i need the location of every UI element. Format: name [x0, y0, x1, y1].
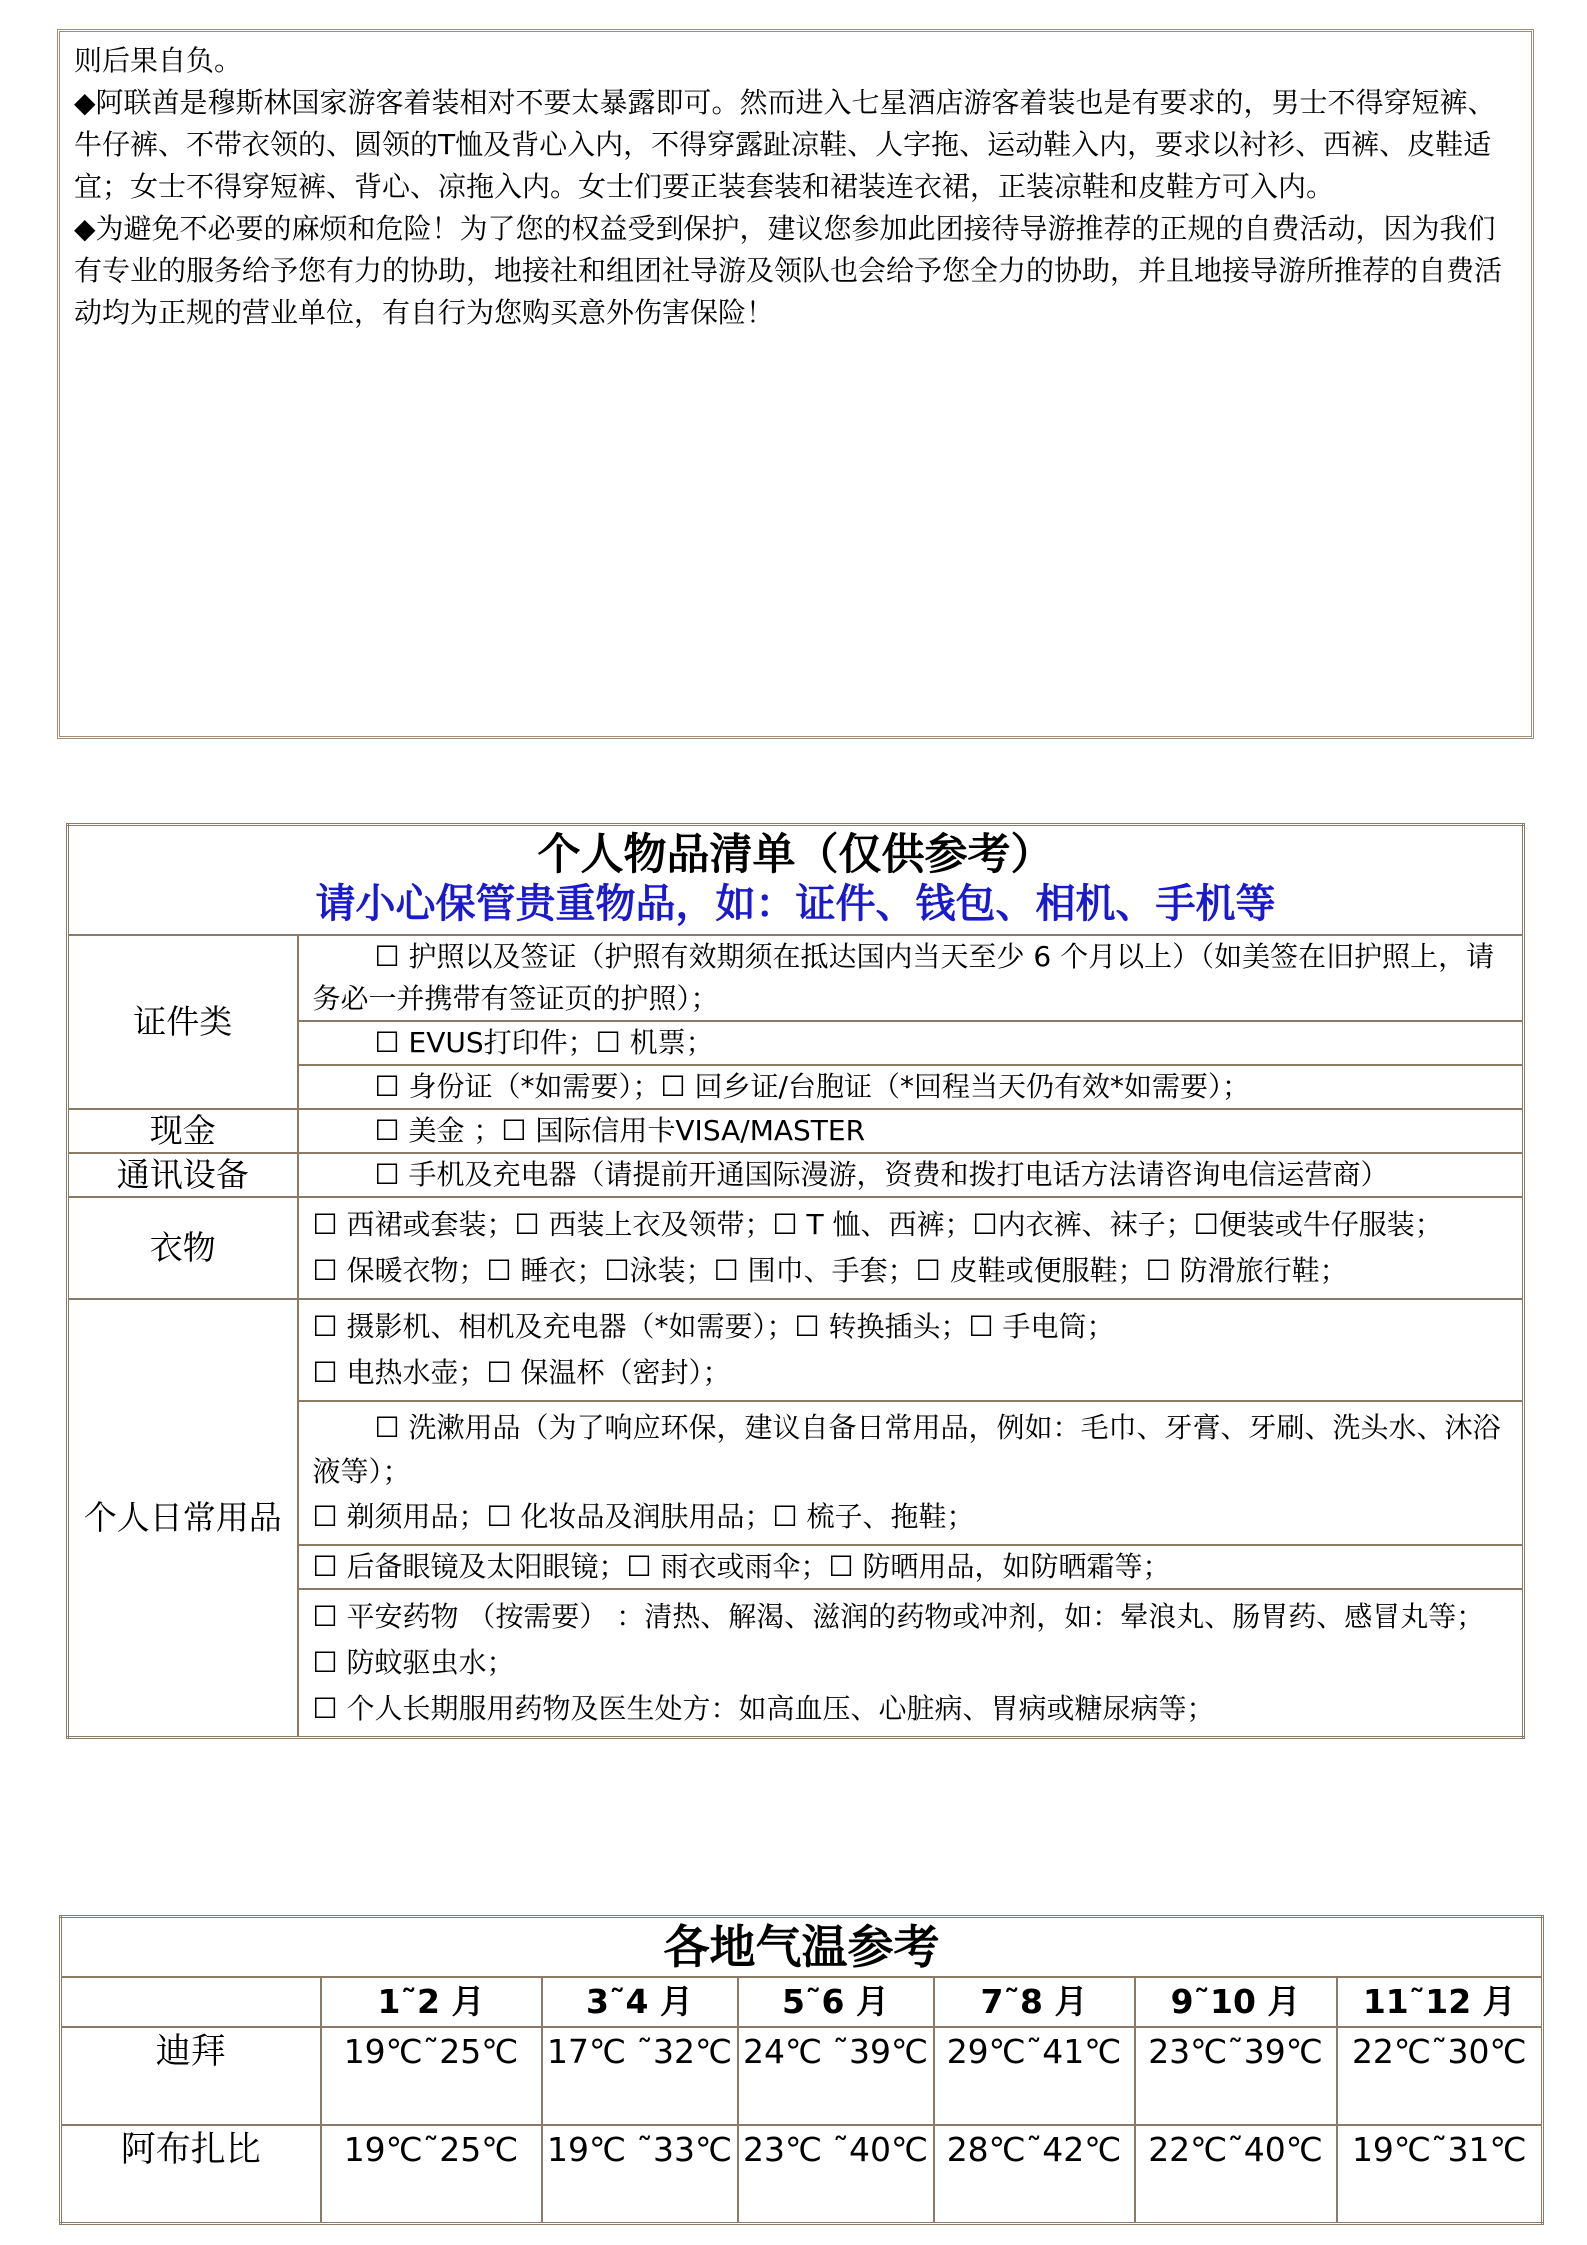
item-text: ☐ 摄影机、相机及充电器（*如需要）；☐ 转换插头；☐ 手电筒；: [312, 1310, 1115, 1343]
packing-title-cell: [68, 825, 1524, 936]
temperature-table: [59, 1915, 1544, 2225]
item-text: ☐ 手机及充电器（请提前开通国际漫游，资费和拨打电话方法请咨询电信运营商）: [374, 1158, 1389, 1191]
item-text: ☐ 西裙或套装；☐ 西装上衣及领带；☐ T 恤、西裤；☐内衣裤、袜子；☐便装或牛仔服装；: [312, 1208, 1443, 1241]
item-text: ☐ 后备眼镜及太阳眼镜；☐ 雨衣或雨伞；☐ 防晒用品，如防晒霜等；: [312, 1550, 1171, 1583]
notes-paragraph-1: 则后果自负。: [74, 44, 243, 77]
month-header: 11˜12 月: [1337, 1977, 1543, 2027]
category-clothing: 衣物: [68, 1197, 298, 1299]
list-item: [298, 1545, 1524, 1589]
item-text: ☐ 美金 ；☐ 国际信用卡VISA/MASTER: [374, 1114, 866, 1147]
list-item: [298, 935, 1524, 1021]
item-text: ☐ 身份证（*如需要）；☐ 回乡证/台胞证（*回程当天仍有效*如需要）；: [374, 1070, 1250, 1103]
item-text: ☐ 剃须用品；☐ 化妆品及润肤用品；☐ 梳子、拖鞋；: [312, 1500, 975, 1533]
list-item: [298, 1065, 1524, 1109]
month-header: 1˜2 月: [321, 1977, 542, 2027]
list-item: [298, 1299, 1524, 1401]
packing-list-table: [66, 823, 1525, 1739]
list-item: [298, 1589, 1524, 1738]
item-text: ☐ 平安药物 （按需要） ：清热、解渴、滋润的药物或冲剂，如：晕浪丸、肠胃药、感冒丸等；: [312, 1600, 1485, 1633]
category-cash: 现金: [68, 1109, 298, 1153]
month-header: 7˜8 月: [934, 1977, 1135, 2027]
header-empty-cell: [61, 1977, 321, 2027]
temperature-value: 19℃˜25℃: [321, 2125, 542, 2223]
packing-subtitle: 请小心保管贵重物品，如：证件、钱包、相机、手机等: [315, 881, 1276, 927]
temperature-value: 17℃ ˜32℃: [542, 2027, 738, 2125]
packing-row-cash: [68, 1109, 1524, 1153]
item-text: ☐ 保暖衣物；☐ 睡衣；☐泳装；☐ 围巾、手套；☐ 皮鞋或便服鞋；☐ 防滑旅行鞋；: [312, 1254, 1348, 1287]
category-documents: 证件类: [68, 935, 298, 1109]
item-text: ☐ 个人长期服用药物及医生处方：如高血压、心脏病、胃病或糖尿病等；: [312, 1692, 1215, 1725]
packing-row-clothing: [68, 1197, 1524, 1299]
temperature-value: 19℃˜25℃: [321, 2027, 542, 2125]
list-item: [298, 1109, 1524, 1153]
temperature-value: 22℃˜30℃: [1337, 2027, 1543, 2125]
temperature-title: 各地气温参考: [61, 1917, 1543, 1978]
item-text: ☐ EVUS打印件；☐ 机票；: [374, 1026, 714, 1059]
list-item: [298, 1401, 1524, 1545]
item-text: ☐ 洗漱用品（为了响应环保，建议自备日常用品，例如：毛巾、牙膏、牙刷、洗头水、沐浴液等）；: [312, 1411, 1501, 1488]
temperature-value: 19℃˜31℃: [1337, 2125, 1543, 2223]
temperature-value: 28℃˜42℃: [934, 2125, 1135, 2223]
packing-title: 个人物品清单（仅供参考）: [537, 830, 1054, 880]
month-header: 5˜6 月: [738, 1977, 934, 2027]
packing-row-docs-1: [68, 935, 1524, 1021]
list-item: [298, 1021, 1524, 1065]
temperature-row-abu-dhabi: [61, 2125, 1543, 2223]
temperature-value: 23℃ ˜40℃: [738, 2125, 934, 2223]
category-communication: 通讯设备: [68, 1153, 298, 1197]
notes-paragraph-optional-activities: ◆为避免不必要的麻烦和危险！为了您的权益受到保护，建议您参加此团接待导游推荐的正规的自费活动，因为我们有专业的服务给予您有力的协助，地接社和组团社导游及领队也会给予您全力的协助，并且地接导游所推荐的自费活动均为正规的营业单位，有自行为您购买意外伤害保险！: [74, 212, 1503, 329]
month-header: 9˜10 月: [1135, 1977, 1337, 2027]
city-name: 迪拜: [61, 2027, 321, 2125]
temperature-title-row: [61, 1917, 1543, 1978]
category-daily-items: 个人日常用品: [68, 1299, 298, 1738]
temperature-value: 24℃ ˜39℃: [738, 2027, 934, 2125]
travel-notes-box: [57, 29, 1534, 739]
item-text: ☐ 防蚊驱虫水；: [312, 1646, 515, 1679]
temperature-value: 23℃˜39℃: [1135, 2027, 1337, 2125]
list-item: [298, 1197, 1524, 1299]
temperature-value: 19℃ ˜33℃: [542, 2125, 738, 2223]
list-item: [298, 1153, 1524, 1197]
temperature-value: 22℃˜40℃: [1135, 2125, 1337, 2223]
item-text: ☐ 护照以及签证（护照有效期须在抵达国内当天至少 6 个月以上）（如美签在旧护照上，请务必一并携带有签证页的护照）；: [312, 940, 1495, 1015]
notes-paragraph-dress-code: ◆阿联酋是穆斯林国家游客着装相对不要太暴露即可。然而进入七星酒店游客着装也是有要求的，男士不得穿短裤、牛仔裤、不带衣领的、圆领的T恤及背心入内，不得穿露趾凉鞋、人字拖、运动鞋入内，要求以衬衫、西裤、皮鞋适宜；女士不得穿短裤、背心、凉拖入内。女士们要正装套装和裙装连衣裙，正装凉鞋和皮鞋方可入内。: [74, 86, 1496, 203]
temperature-value: 29℃˜41℃: [934, 2027, 1135, 2125]
month-header: 3˜4 月: [542, 1977, 738, 2027]
temperature-header-row: [61, 1977, 1543, 2027]
packing-row-daily-1: [68, 1299, 1524, 1401]
packing-title-row: [68, 825, 1524, 936]
temperature-row-dubai: [61, 2027, 1543, 2125]
city-name: 阿布扎比: [61, 2125, 321, 2223]
packing-row-comm: [68, 1153, 1524, 1197]
item-text: ☐ 电热水壶；☐ 保温杯（密封）；: [312, 1356, 731, 1389]
